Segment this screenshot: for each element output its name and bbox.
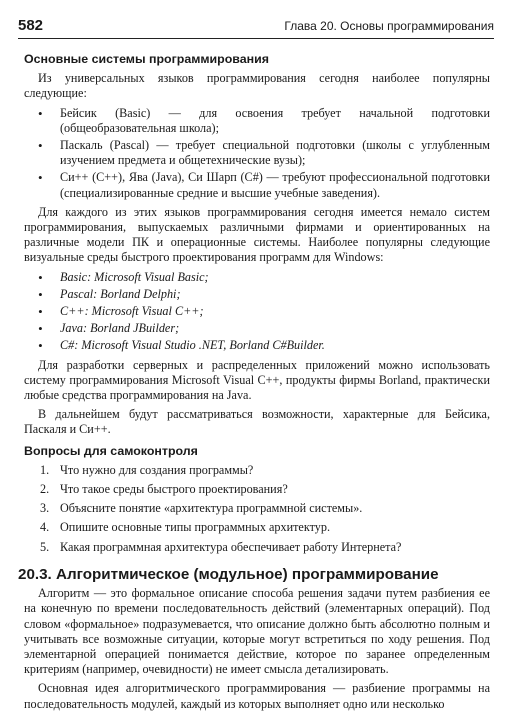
item-text: Объясните понятие «архитектура программной системы». [60,501,363,516]
section-heading-algorithmic: 20.3. Алгоритмическое (модульное) программирование [18,565,439,583]
item-text: Какая программная архитектура обеспечивает работу Интернета? [60,539,402,554]
list-item [40,520,490,535]
item-text: Что такое среды быстрого проектирования? [60,482,288,497]
item-number: 4. [40,520,50,535]
paragraph-main-idea: Основная идея алгоритмического программирования — разбиение программы на последовательность модулей, каждый из которых выполняет одно или несколько [24,681,490,711]
list-item [40,501,490,516]
list-item [40,462,490,478]
section-heading-systems: Основные системы программирования [24,52,269,66]
list-item: • C++: Microsoft Visual C++; [60,304,490,319]
page-number: 582 [18,17,44,34]
environments-list [24,270,490,354]
paragraph-algorithm-definition: Алгоритм — это формальное описание способа решения задачи путем разбиения ее на конечную по времени последовательность действий (элементарных операций). Под словом «формальное» подразумевается, что описание должно быть абсолютно полным и учитывать все возможные ситуации, которые могут встретиться по ходу решения. Под элементарной операцией понимается действие, которое по заранее определенным критериям (например, очевидности) не имеет смысла детализировать. [24,586,490,677]
item-text: Опишите основные типы программных архитектур. [60,520,330,535]
item-number: 3. [40,501,50,516]
item-number: 2. [40,482,50,497]
page-body [18,52,490,716]
list-item: • Basic: Microsoft Visual Basic; [60,270,490,285]
list-item [40,539,490,555]
questions-list [24,463,490,555]
list-item: • Java: Borland JBuilder; [60,321,490,336]
list-item: • Бейсик (Basic) — для освоения требует начальной подготовки (общеобразовательная школа); [60,106,490,136]
item-number: 5. [40,539,50,554]
paragraph-environments: Для каждого из этих языков программирования сегодня имеется немало систем программирования, выпускаемых различными фирмами и ориентированных на различные модели ПК и операционные системы. Наиболее популярны следующие визуальные среды быстрого проектирования программ для Windows: [24,204,490,265]
questions-heading: Вопросы для самоконтроля [24,443,198,458]
languages-list [24,106,490,201]
page-header [18,14,494,39]
paragraph-intro: Из универсальных языков программирования сегодня наиболее популярны следующие: [24,71,490,101]
paragraph-further: В дальнейшем будут рассматриваться возможности, характерные для Бейсика, Паскаля и Си++. [24,407,490,437]
list-item: • Pascal: Borland Delphi; [60,287,490,302]
list-item [40,482,490,497]
paragraph-server-apps: Для разработки серверных и распределенных приложений можно использовать систему программирования Microsoft Visual C++, продукты фирмы Borland, практически любые средства программирования на Java. [24,357,490,403]
list-item: • Си++ (C++), Ява (Java), Си Шарп (C#) — требуют профессиональной подготовки (специализированные средние и высшие учебные заведения). [60,170,490,200]
item-text: Что нужно для создания программы? [60,462,254,477]
item-number: 1. [40,462,50,477]
list-item: • C#: Microsoft Visual Studio .NET, Borland C#Builder. [60,338,490,353]
chapter-title: Глава 20. Основы программирования [284,19,494,33]
list-item: • Паскаль (Pascal) — требует специальной подготовки (школы с углубленным изучением предмета и общетехнические вузы); [60,138,490,168]
